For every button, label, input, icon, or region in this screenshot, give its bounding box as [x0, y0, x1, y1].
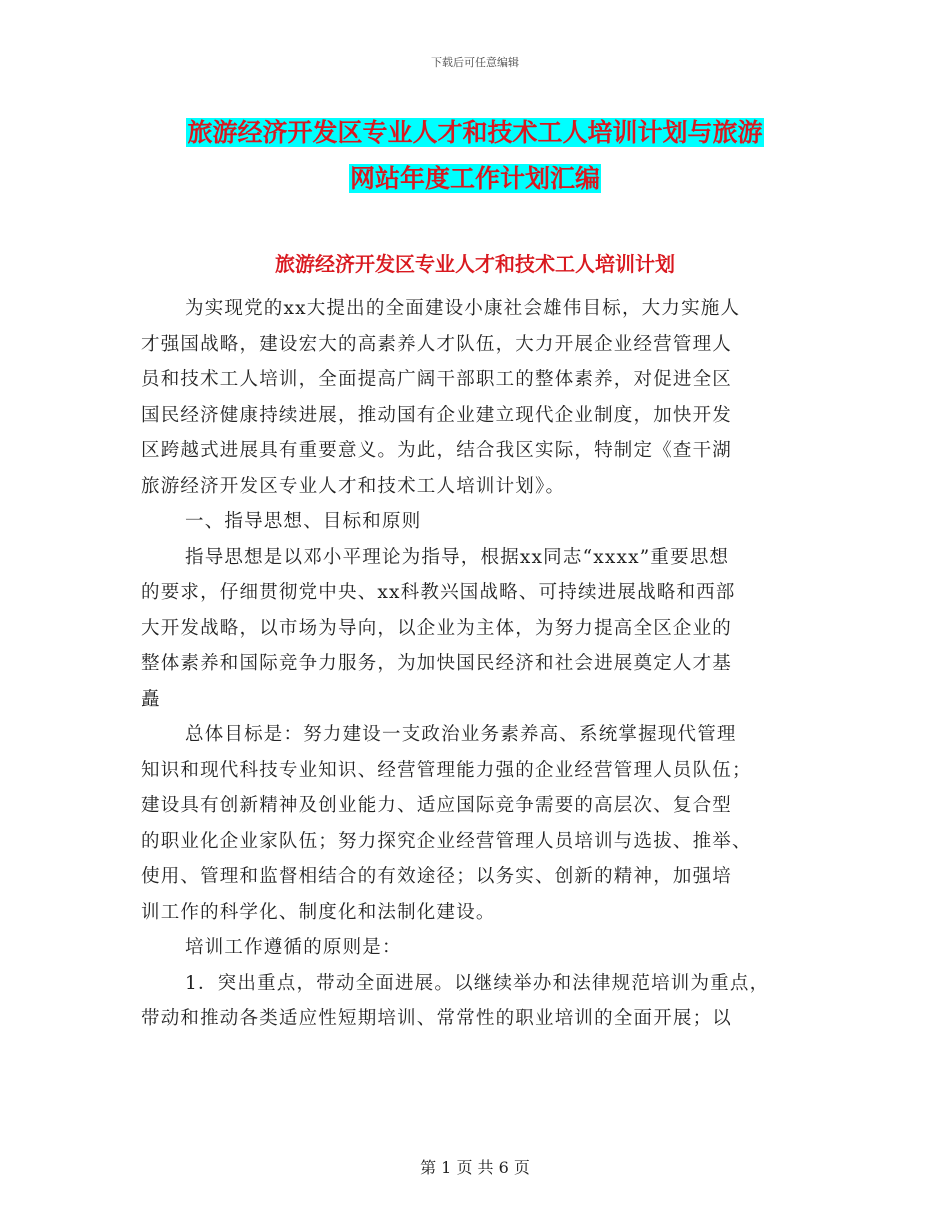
text-line: 才强国战略，建设宏大的高素养人才队伍，大力开展企业经营管理人 [141, 333, 733, 355]
text-line: 培训工作遵循的原则是： [185, 937, 402, 958]
text-line: 使用、管理和监督相结合的有效途径；以务实、创新的精神，加强培 [141, 866, 733, 887]
text-line: 训工作的科学化、制度化和法制化建设。 [141, 901, 496, 923]
text-line: 建设具有创新精神及创业能力、适应国际竞争需要的高层次、复合型 [141, 795, 733, 816]
document-title-line-1: 旅游经济开发区专业人才和技术工人培训计划与旅游 [187, 118, 763, 147]
text-line: 员和技术工人培训，全面提高广阔干部职工的整体素养，对促进全区 [141, 369, 733, 390]
page-number: 第 1 页 共 6 页 [420, 1158, 530, 1177]
section-title: 旅游经济开发区专业人才和技术工人培训计划 [275, 252, 675, 276]
document-title [0, 110, 950, 202]
text-line: 国民经济健康持续进展，推动国有企业建立现代企业制度，加快开发 [141, 404, 733, 426]
text-line: 的要求，仔细贯彻党中央、xx科教兴国战略、可持续进展战略和西部 [141, 582, 736, 603]
text-line: 指导思想是以邓小平理论为指导，根据xx同志“xxxx”重要思想 [185, 546, 730, 568]
text-line: 1．突出重点，带动全面进展。以继续举办和法律规范培训为重点， [185, 972, 770, 994]
header-note: 下载后可任意编辑 [431, 56, 519, 69]
text-line: 一、指导思想、目标和原则 [185, 511, 422, 532]
text-line: 矗 [141, 688, 161, 710]
text-line: 区跨越式进展具有重要意义。为此，结合我区实际，特制定《查干湖 [141, 440, 733, 461]
text-line: 大开发战略，以市场为导向，以企业为主体，为努力提高全区企业的 [141, 617, 733, 639]
text-line: 总体目标是：努力建设一支政治业务素养高、系统掌握现代管理 [185, 724, 737, 745]
text-line: 旅游经济开发区专业人才和技术工人培训计划》。 [141, 475, 566, 497]
document-title-line-2: 网站年度工作计划汇编 [349, 164, 600, 193]
text-line: 带动和推动各类适应性短期培训、常常性的职业培训的全面开展；以 [141, 1008, 733, 1029]
text-line: 的职业化企业家队伍；努力探究企业经营管理人员培训与选拔、推举、 [141, 830, 752, 852]
body-text [141, 291, 821, 1037]
text-line: 整体素养和国际竞争力服务，为加快国民经济和社会进展奠定人才基 [141, 653, 733, 674]
text-line: 知识和现代科技专业知识、经营管理能力强的企业经营管理人员队伍； [141, 759, 752, 781]
text-line: 为实现党的xx大提出的全面建设小康社会雄伟目标，大力实施人 [185, 298, 741, 319]
